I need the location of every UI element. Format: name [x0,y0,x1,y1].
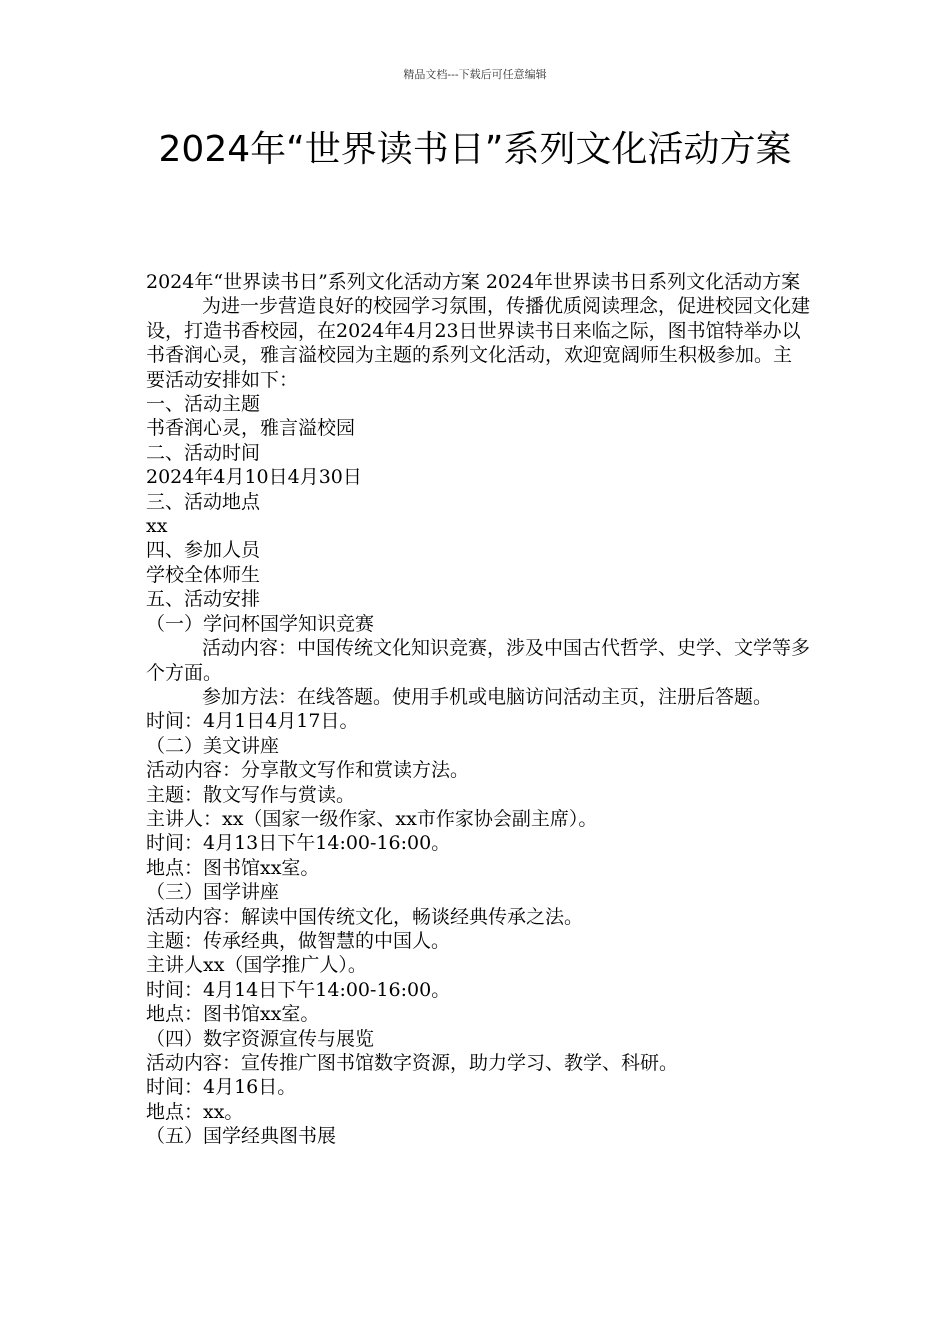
activity-place: 地点：xx。 [146,1100,244,1123]
activity-time: 时间：4月14日下午14:00-16:00。 [146,978,451,1001]
activity-time: 时间：4月13日下午14:00-16:00。 [146,832,451,855]
intro-line: 2024年“世界读书日”系列文化活动方案 2024年世界读书日系列文化活动方案 [146,271,801,293]
section-heading-time: 二、活动时间 [146,441,261,464]
document-body [146,270,810,1149]
section-heading-place: 三、活动地点 [146,490,261,513]
activity-method: 参加方法：在线答题。使用手机或电脑访问活动主页，注册后答题。 [202,685,773,708]
activity-place: 地点：图书馆xx室。 [146,1003,320,1026]
activity-heading: （五）国学经典图书展 [146,1125,337,1148]
activity-heading: （三）国学讲座 [146,881,280,904]
section-heading-theme: 一、活动主题 [146,393,261,416]
activity-heading: （二）美文讲座 [146,734,280,757]
activity-speaker: 主讲人：xx（国家一级作家、xx市作家协会副主席）。 [146,807,598,830]
activity-theme: 主题：散文写作与赏读。 [146,783,356,806]
activity-heading: （一）学问杯国学知识竞赛 [146,612,375,635]
activity-place: 地点：图书馆xx室。 [146,856,320,879]
activity-time: 时间：4月1日4月17日。 [146,710,359,733]
activity-time: 时间：4月16日。 [146,1076,297,1099]
section-heading-participants: 四、参加人员 [146,539,261,562]
section-text-participants: 学校全体师生 [146,563,261,586]
document-title: 2024年“世界读书日”系列文化活动方案 [158,129,792,170]
section-text-theme: 书香润心灵，雅言溢校园 [146,417,356,440]
activity-content: 活动内容：中国传统文化知识竞赛，涉及中国古代哲学、史学、文学等多个方面。 [146,637,811,684]
activity-content: 活动内容：宣传推广图书馆数字资源，助力学习、教学、科研。 [146,1052,679,1074]
activity-content: 活动内容：解读中国传统文化，畅谈经典传承之法。 [146,905,584,928]
section-heading-schedule: 五、活动安排 [146,588,261,611]
activity-speaker: 主讲人xx（国学推广人）。 [146,954,367,977]
activity-content: 活动内容：分享散文写作和赏读方法。 [146,759,470,782]
activity-theme: 主题：传承经典，做智慧的中国人。 [146,929,451,952]
section-text-place: xx [146,515,168,538]
section-text-time: 2024年4月10日4月30日 [146,466,362,489]
header-note: 精品文档---下载后可任意编辑 [403,68,547,81]
intro-paragraph: 为进一步营造良好的校园学习氛围，传播优质阅读理念，促进校园文化建设，打造书香校园，在2024年4月23日世界读书日来临之际，图书馆特举办以书香润心灵，雅言溢校园为主题的系列文化活动，欢迎宽阔师生积极参加。主要活动安排如下： [146,295,811,391]
activity-heading: （四）数字资源宣传与展览 [146,1027,375,1050]
